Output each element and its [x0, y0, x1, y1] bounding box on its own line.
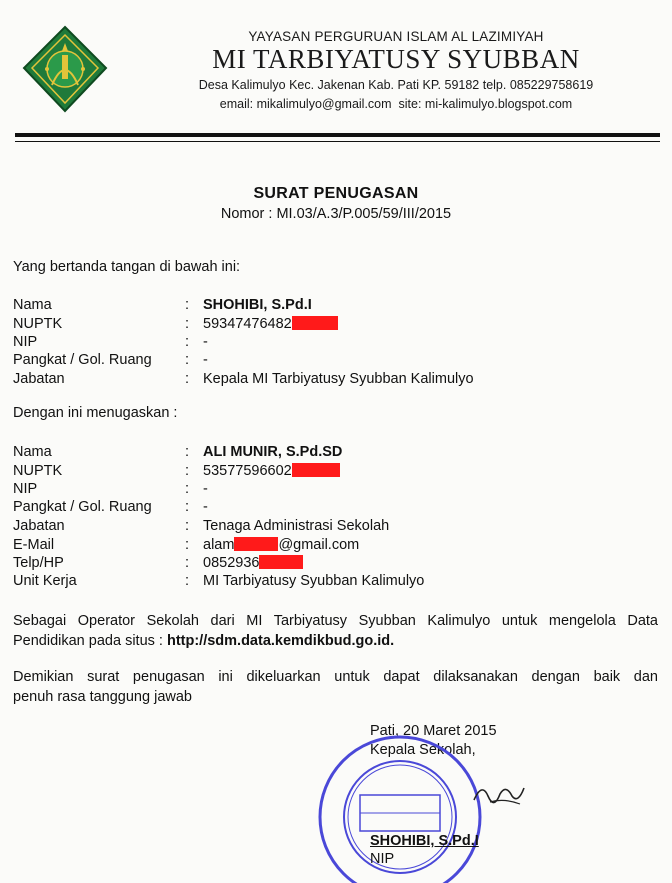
field-label: Unit Kerja [13, 573, 77, 589]
redaction-block [292, 463, 340, 477]
assignee-nuptk: 53577596602 [203, 463, 292, 479]
signer-nuptk: 59347476482 [203, 316, 292, 332]
field-label: NIP [13, 481, 38, 497]
closing-paragraph [13, 667, 658, 707]
school-stamp-icon [316, 733, 484, 883]
signer-signature-name: SHOHIBI, S.Pd.I [370, 833, 479, 849]
site-label: site: [398, 97, 422, 111]
signer-nip-label: NIP [370, 851, 395, 867]
school-site: mi-kalimulyo.blogspot.com [424, 97, 573, 111]
field-label: Jabatan [13, 518, 65, 534]
field-colon: : [185, 297, 190, 313]
field-label: E-Mail [13, 537, 55, 553]
intro-text: Yang bertanda tangan di bawah ini: [13, 259, 241, 275]
signer-role: Kepala Sekolah, [370, 742, 476, 758]
field-colon: : [185, 518, 190, 534]
document-title: SURAT PENUGASAN [253, 185, 419, 202]
field-label: Nama [13, 297, 52, 313]
closing-line-1: Demikian surat penugasan ini dikeluarkan untuk dapat dilaksanakan dengan baik dan [13, 669, 658, 685]
signer-name: SHOHIBI, S.Pd.I [203, 297, 312, 313]
purpose-line-2-prefix: Pendidikan pada situs : [13, 633, 163, 649]
document-number: Nomor : MI.03/A.3/P.005/59/III/2015 [220, 206, 452, 222]
field-colon: : [185, 499, 190, 515]
closing-line-2: penuh rasa tanggung jawab [13, 689, 192, 705]
field-label: Telp/HP [13, 555, 64, 571]
field-colon: : [185, 481, 190, 497]
field-colon: : [185, 537, 190, 553]
assignee-email-prefix: alam [203, 537, 235, 553]
assignee-email-value [203, 537, 359, 553]
assign-intro-text: Dengan ini menugaskan : [13, 405, 178, 421]
field-colon: : [185, 555, 190, 571]
field-colon: : [185, 371, 190, 387]
field-label: Jabatan [13, 371, 65, 387]
foundation-name: YAYASAN PERGURUAN ISLAM AL LAZIMIYAH [248, 29, 544, 44]
signer-nuptk-value [203, 316, 338, 332]
field-label: NUPTK [13, 316, 63, 332]
assignee-rank: - [203, 499, 208, 515]
assignee-position: Tenaga Administrasi Sekolah [203, 518, 390, 534]
field-label: NIP [13, 334, 38, 350]
field-colon: : [185, 334, 190, 350]
redaction-block [234, 537, 278, 551]
purpose-url: http://sdm.data.kemdikbud.go.id. [166, 633, 395, 649]
header-divider-thick [15, 133, 660, 137]
purpose-line-2 [13, 631, 658, 651]
header-divider-thin [15, 141, 660, 142]
assignee-nip: - [203, 481, 208, 497]
redaction-block [292, 316, 338, 330]
field-colon: : [185, 463, 190, 479]
assignee-phone-value [203, 555, 303, 571]
field-label: Pangkat / Gol. Ruang [13, 352, 152, 368]
field-colon: : [185, 444, 190, 460]
assignee-email-suffix: @gmail.com [278, 537, 360, 553]
field-colon: : [185, 352, 190, 368]
assignee-name: ALI MUNIR, S.Pd.SD [203, 444, 343, 460]
school-name: MI TARBIYATUSY SYUBBAN [212, 44, 580, 74]
assignee-nuptk-value [203, 463, 340, 479]
email-label: email: [219, 97, 254, 111]
purpose-line-1: Sebagai Operator Sekolah dari MI Tarbiyatusy Syubban Kalimulyo untuk mengelola Data [13, 613, 658, 629]
field-label: Nama [13, 444, 52, 460]
field-colon: : [185, 316, 190, 332]
school-address: Desa Kalimulyo Kec. Jakenan Kab. Pati KP. 59182 telp. 085229758619 [198, 78, 594, 92]
purpose-paragraph [13, 611, 658, 651]
school-contact [186, 97, 606, 111]
place-date: Pati, 20 Maret 2015 [370, 723, 497, 739]
signer-nip: - [203, 334, 208, 350]
signer-rank: - [203, 352, 208, 368]
school-email: mikalimulyo@gmail.com [256, 97, 392, 111]
signer-position: Kepala MI Tarbiyatusy Syubban Kalimulyo [203, 371, 474, 387]
field-label: NUPTK [13, 463, 63, 479]
field-label: Pangkat / Gol. Ruang [13, 499, 152, 515]
field-colon: : [185, 573, 190, 589]
redaction-block [259, 555, 303, 569]
assignee-phone: 0852936 [203, 555, 260, 571]
assignee-unit: MI Tarbiyatusy Syubban Kalimulyo [203, 573, 425, 589]
handwritten-signature [470, 774, 530, 810]
school-emblem-icon [22, 25, 108, 115]
